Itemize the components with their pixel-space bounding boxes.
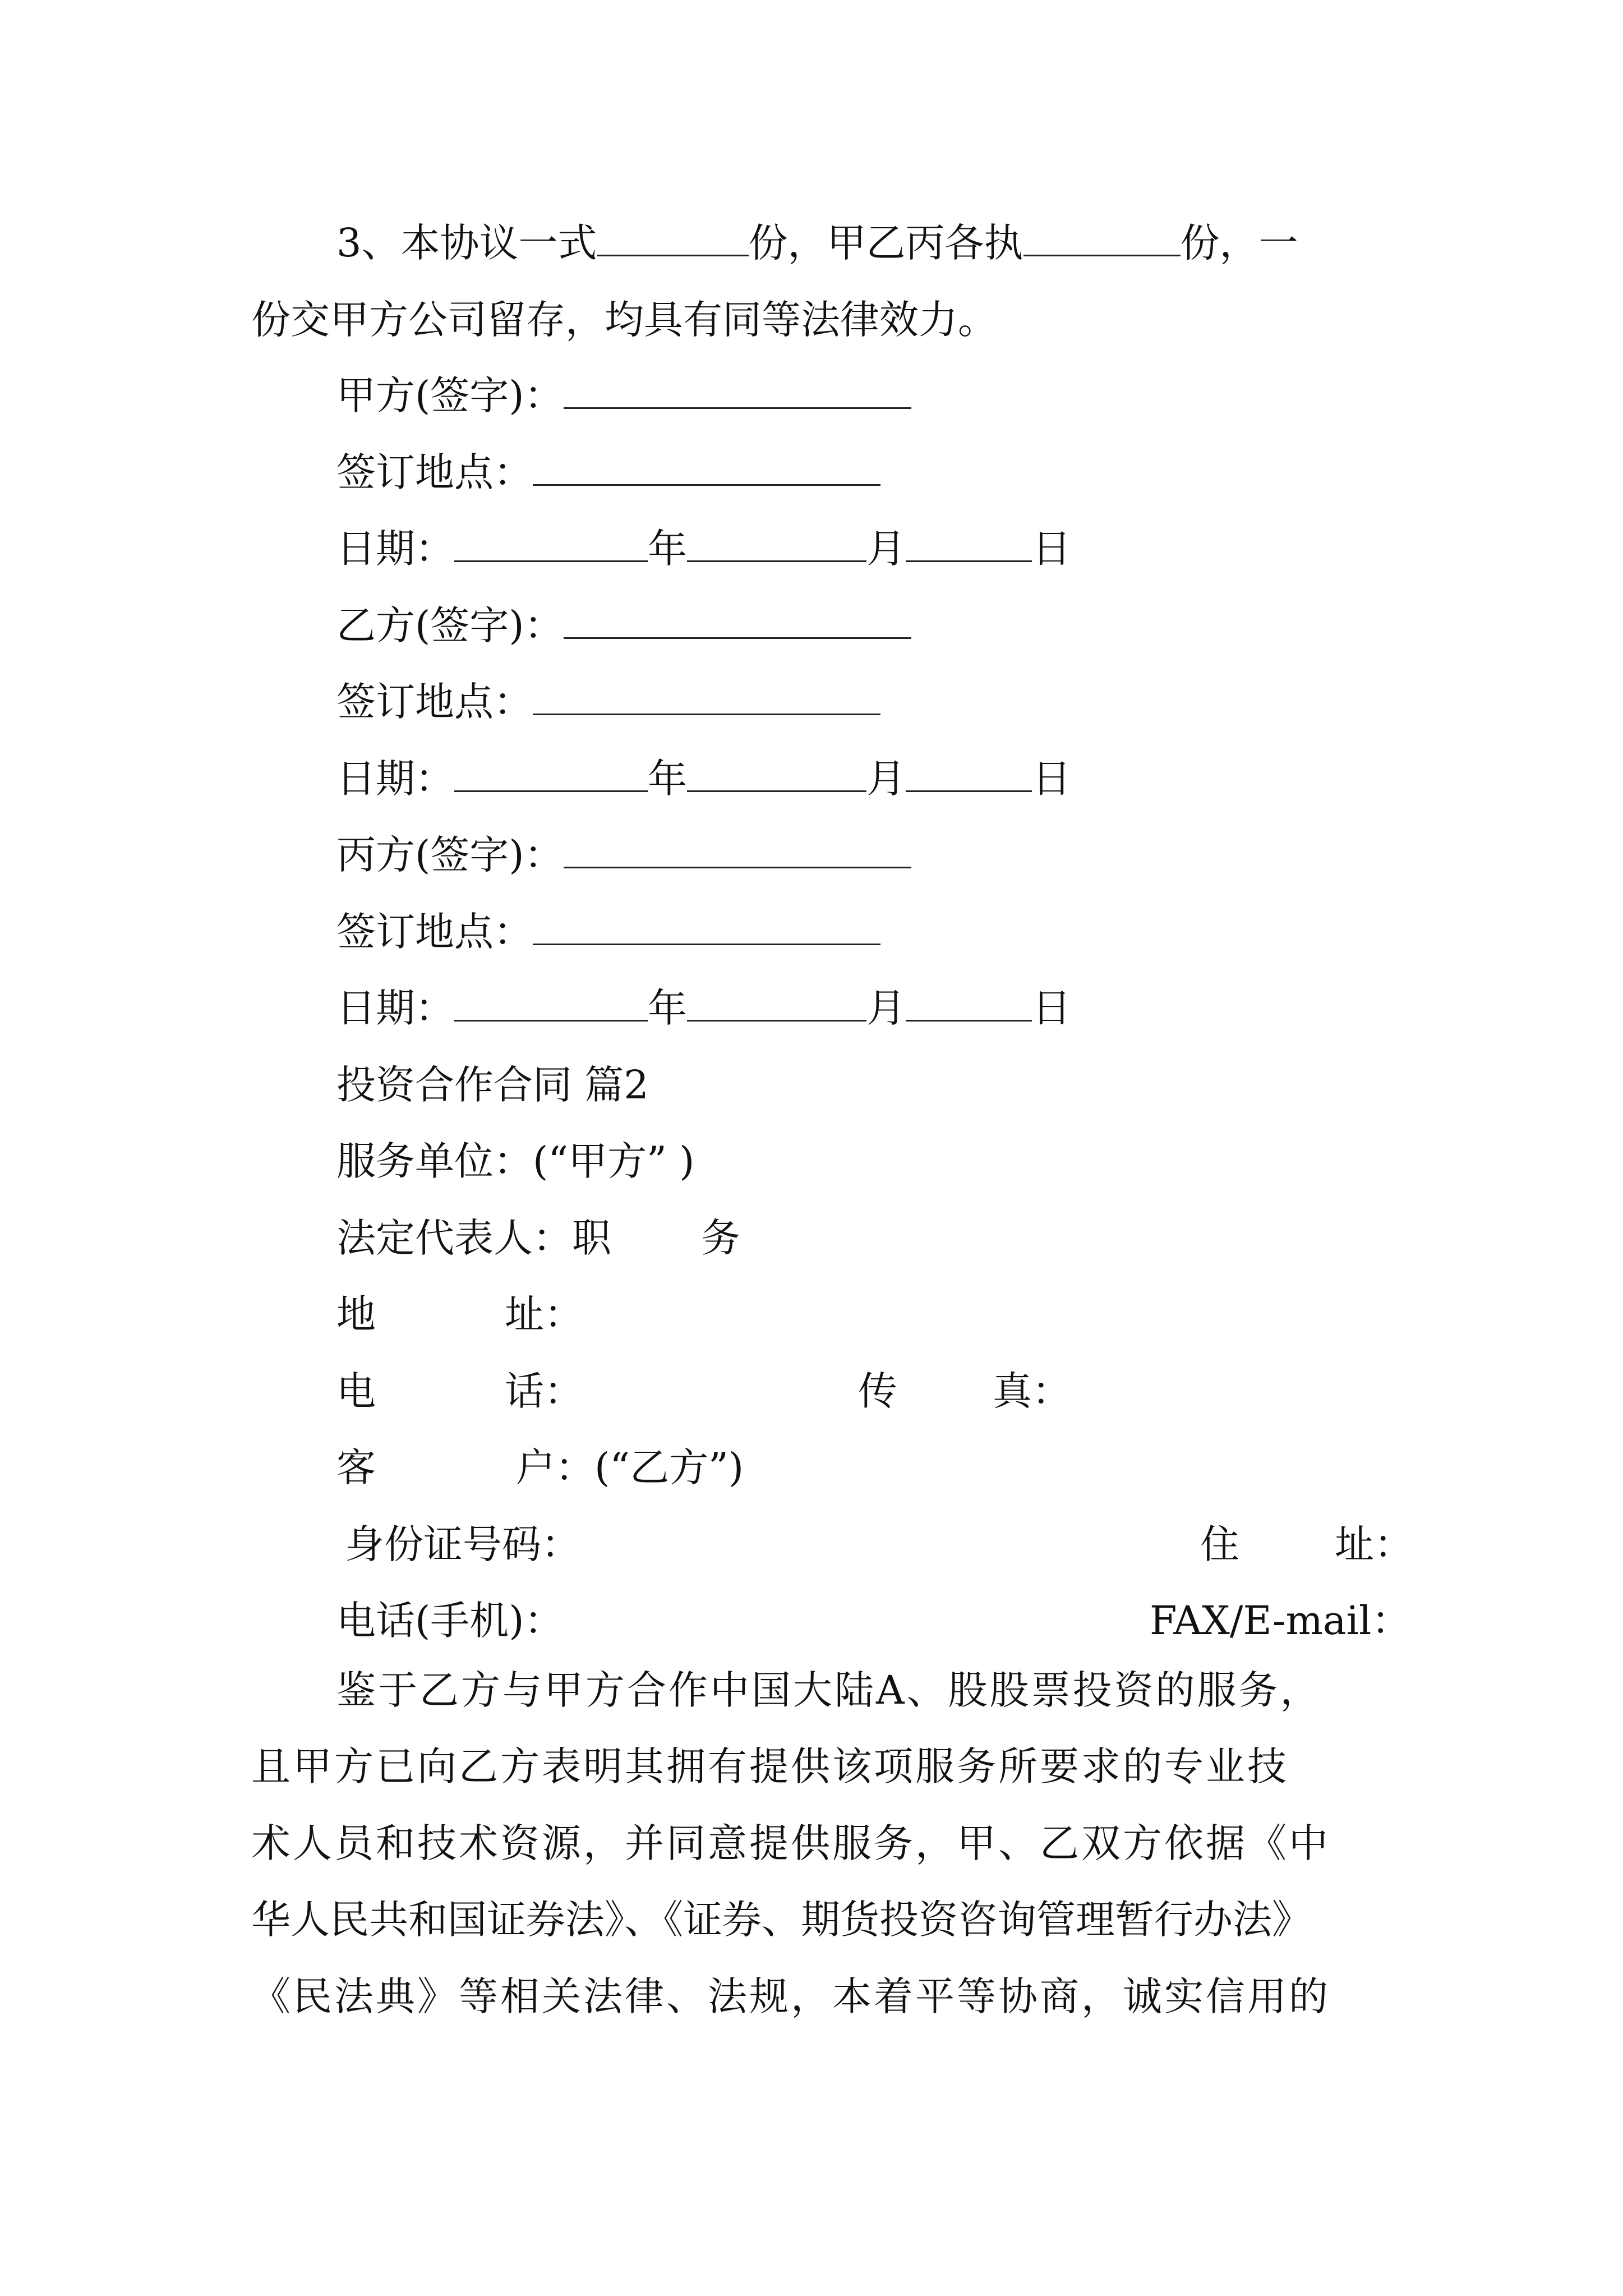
residence-line (1200, 1519, 1413, 1570)
party-a-date-label: 日期： (336, 526, 454, 572)
party-b-date-label: 日期： (336, 756, 454, 802)
service-unit-line: 服务单位：(“甲方” ) (336, 1138, 695, 1184)
legal-rep-label: 法定代表人：职 (336, 1215, 611, 1261)
client-label-a: 客 (336, 1444, 376, 1490)
party-b-month-blank[interactable] (687, 756, 866, 792)
party-b-place-label: 签订地点： (336, 679, 533, 725)
party-a-year-label: 年 (648, 526, 687, 572)
clause3-line2: 份交甲方公司留存，均具有同等法律效力。 (251, 297, 997, 343)
party-a-date-line (336, 523, 1071, 574)
legal-rep-line (336, 1213, 740, 1263)
party-c-place-blank[interactable] (533, 909, 880, 945)
mobile-label: 电话(手机)： (336, 1598, 564, 1644)
party-a-place-blank[interactable] (533, 449, 880, 486)
copies-total-blank[interactable] (597, 220, 749, 256)
party-c-month-label: 月 (866, 985, 906, 1031)
party-a-signature-blank[interactable] (564, 372, 911, 409)
party-c-date-line (336, 983, 1071, 1033)
clause3-text-a: 3、本协议一式 (336, 220, 597, 266)
party-c-year-blank[interactable] (454, 985, 648, 1022)
party-a-place-line (336, 447, 880, 498)
clause3-text-c: 份，一 (1180, 220, 1298, 266)
party-a-day-label: 日 (1032, 526, 1071, 572)
phone-label-a: 电 (336, 1368, 376, 1414)
party-b-month-label: 月 (866, 756, 906, 802)
clause3-text-b: 份，甲乙丙各执 (748, 220, 1023, 266)
party-b-place-line (336, 677, 880, 727)
id-number-label: 身份证号码： (345, 1521, 580, 1567)
party-c-signature-line (336, 830, 911, 880)
party-c-signature-blank[interactable] (564, 832, 911, 868)
party-b-signature-blank[interactable] (564, 602, 911, 639)
party-a-month-label: 月 (866, 526, 906, 572)
client-line (336, 1442, 744, 1493)
party-a-year-blank[interactable] (454, 526, 648, 562)
party-b-signature-line (336, 600, 911, 651)
fax-label-b: 真： (993, 1368, 1071, 1414)
copies-each-blank[interactable] (1023, 220, 1181, 256)
address-label-a: 地 (336, 1291, 376, 1337)
party-a-signature-line (336, 370, 911, 421)
preamble-line-3: 术人员和技术资源，并同意提供服务，甲、乙双方依据《中 (251, 1820, 1330, 1866)
party-b-signature-label: 乙方(签字)： (336, 602, 564, 648)
party-c-signature-label: 丙方(签字)： (336, 832, 564, 878)
party-c-day-blank[interactable] (906, 985, 1032, 1022)
party-c-place-line (336, 907, 880, 957)
party-b-day-label: 日 (1032, 756, 1071, 802)
fax-email-label: FAX/E-mail： (1150, 1598, 1411, 1644)
address-label-b: 址： (505, 1291, 583, 1337)
party-c-day-label: 日 (1032, 985, 1071, 1031)
party-a-signature-label: 甲方(签字)： (336, 372, 564, 418)
preamble-line-2: 且甲方已向乙方表明其拥有提供该项服务所要求的专业技 (251, 1743, 1289, 1789)
party-a-place-label: 签订地点： (336, 449, 533, 495)
residence-label-b: 址： (1335, 1521, 1413, 1567)
clause3-line1 (336, 218, 1298, 268)
party-c-place-label: 签订地点： (336, 909, 533, 955)
party-b-place-blank[interactable] (533, 679, 880, 715)
preamble-line-1: 鉴于乙方与甲方合作中国大陆A、股股票投资的服务， (336, 1667, 1322, 1713)
phone-line (336, 1366, 583, 1416)
address-line (336, 1289, 583, 1340)
party-c-date-label: 日期： (336, 985, 454, 1031)
party-a-month-blank[interactable] (687, 526, 866, 562)
party-b-date-line (336, 753, 1071, 804)
party-b-year-blank[interactable] (454, 756, 648, 792)
fax-label-a: 传 (858, 1368, 897, 1414)
legal-rep-post-label: 务 (701, 1215, 740, 1261)
contract2-heading: 投资合作合同 篇2 (336, 1062, 649, 1108)
preamble-line-4: 华人民共和国证券法》、《证券、期货投资咨询管理暂行办法》 (251, 1897, 1311, 1943)
phone-label-b: 话： (505, 1368, 583, 1414)
party-c-month-blank[interactable] (687, 985, 866, 1022)
client-label-b: 户：(“乙方”) (516, 1444, 744, 1490)
preamble-line-5: 《民法典》等相关法律、法规，本着平等协商，诚实信用的 (251, 1973, 1330, 2019)
residence-label-a: 住 (1200, 1521, 1239, 1567)
party-b-year-label: 年 (648, 756, 687, 802)
party-b-day-blank[interactable] (906, 756, 1032, 792)
party-a-day-blank[interactable] (906, 526, 1032, 562)
party-c-year-label: 年 (648, 985, 687, 1031)
fax-line (858, 1366, 1071, 1416)
